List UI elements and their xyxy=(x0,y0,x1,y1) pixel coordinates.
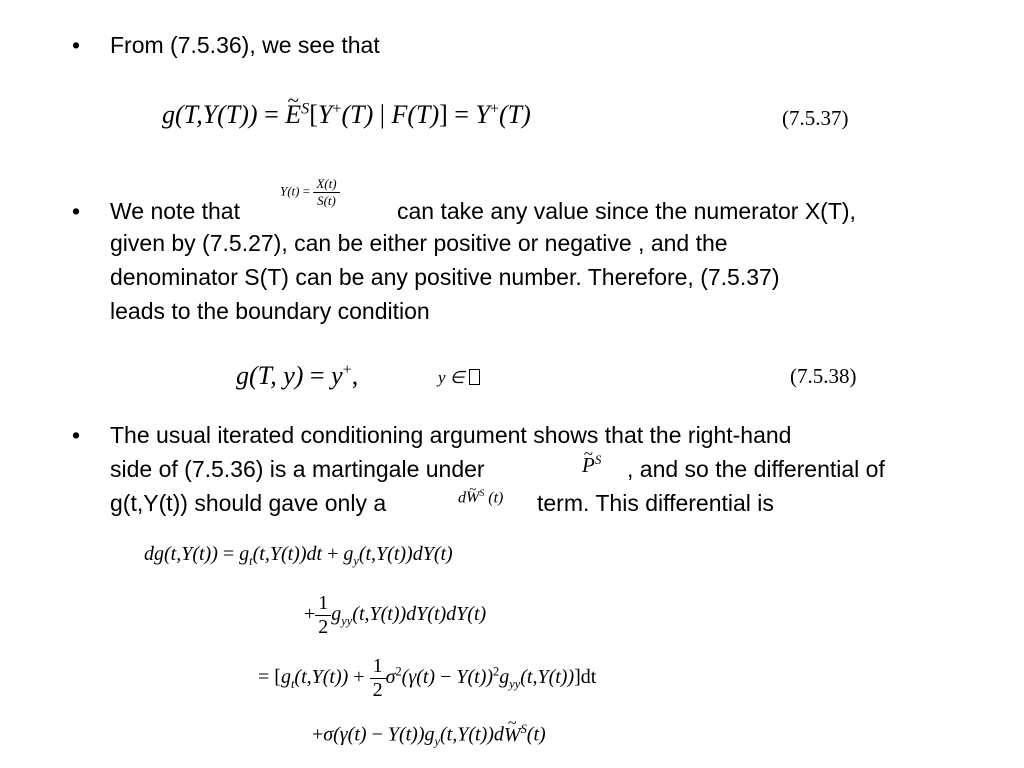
differential-line-3: = [$g_t(t,Y(t))$ + $\frac{1}{2}$ $\sigma^2(\gamma(t) - Y(t))^2g_{yy}(t,Y(t))]dt$ xyxy=(258,655,597,701)
bullet-3-text-line3b: term. This differential is xyxy=(537,490,774,516)
bullet-3-text-line1: The usual iterated conditioning argument shows that the right-hand xyxy=(110,422,792,448)
bullet-2-text-line4: leads to the boundary condition xyxy=(110,298,430,324)
inline-fraction-y: Y(t) = $\frac{X(t)}{S(t)}$ xyxy=(280,176,340,209)
differential-line-4: $+\sigma(\gamma(t) - Y(t))g_y(t,Y(t))d\sim$ $W^S(t)$ xyxy=(312,722,546,750)
equation-domain: y ∈ xyxy=(438,368,480,388)
bullet-2-text-line2: given by (7.5.27), can be either positive or negative , and the xyxy=(110,230,728,256)
differential-line-1: $dg(t,Y(t)) = g_t(t,Y(t))dt + g_y(t,Y(t))dY(t)$ xyxy=(144,543,453,568)
differential-line-2: + $\frac{1}{2}$ $g_{yy}(t,Y(t))dY(t)dY(t)$ xyxy=(304,592,487,638)
bullet-3-text-line3a: g(t,Y(t)) should gave only a xyxy=(110,490,387,516)
bullet-2-text-line3: denominator S(T) can be any positive number. Therefore, (7.5.37) xyxy=(110,264,780,290)
inline-dw-tilde: d~ $W^S$ (t) xyxy=(458,488,503,507)
bullet-1-text: From (7.5.36), we see that xyxy=(110,32,380,58)
bullet-3-text-line2a: side of (7.5.36) is a martingale under xyxy=(110,456,485,482)
equation-7-5-37: g(T,Y(T)) = ~ $E^S[Y^+(T)$ | F(T)] = Y+(T) xyxy=(162,100,531,130)
bullet-marker: • xyxy=(72,32,81,58)
equation-number: (7.5.38) xyxy=(790,364,857,388)
bullet-marker: • xyxy=(72,422,81,448)
inline-p-tilde: ~ $P^S$ xyxy=(582,452,601,478)
bullet-marker: • xyxy=(72,198,81,224)
bullet-3-text-line2b: , and so the differential of xyxy=(627,456,885,482)
bullet-2-text-line1: can take any value since the numerator X(T), xyxy=(397,198,856,224)
equation-7-5-38: g(T, y) = y+, xyxy=(236,361,359,390)
bullet-2-text-start: We note that xyxy=(110,198,240,224)
equation-number: (7.5.37) xyxy=(782,106,849,130)
